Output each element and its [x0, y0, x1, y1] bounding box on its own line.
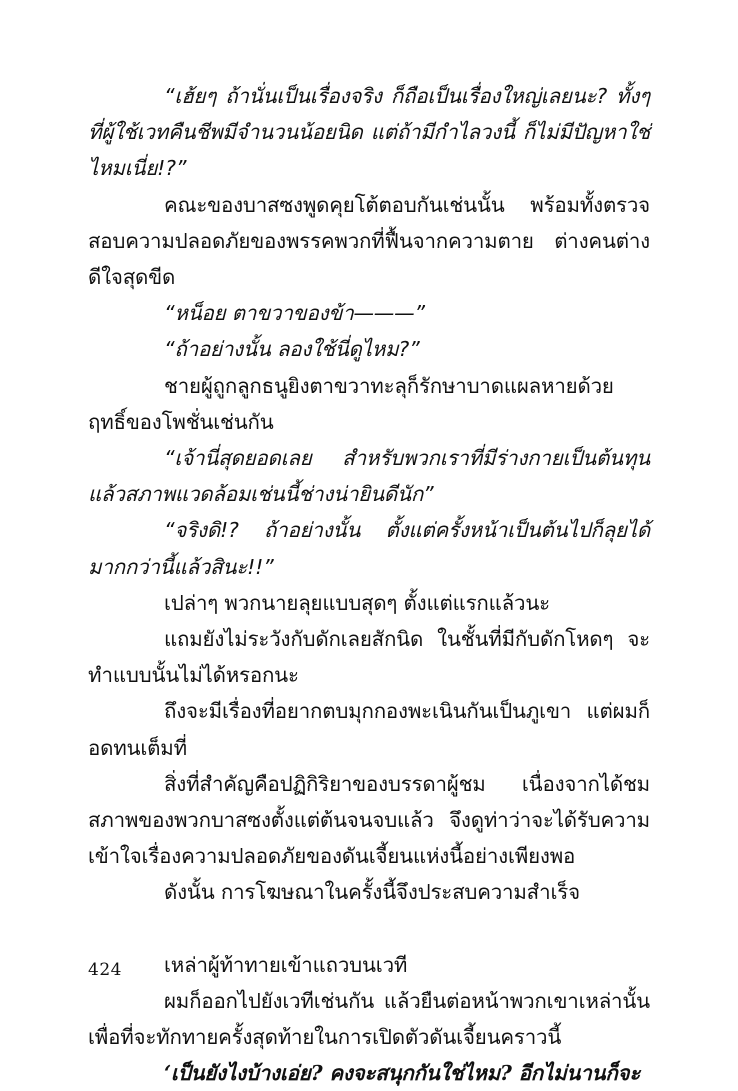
- dialogue-paragraph: “หน็อย ตาขวาของข้า———”: [164, 301, 425, 326]
- narration-paragraph: ชายผู้ถูกลูกธนูยิงตาขวาทะลุก็รักษาบาดแผลหายด้วยฤทธิ์ของโพชั่นเช่นกัน: [88, 373, 614, 434]
- page-number: 424: [88, 960, 122, 980]
- narration-paragraph: ดังนั้น การโฆษณาในครั้งนี้จึงประสบความสำเร็จ: [164, 880, 580, 905]
- narration-paragraph: ผมก็ออกไปยังเวทีเช่นกัน แล้วยืนต่อหน้าพวกเขาเหล่านั้น เพื่อที่จะทักทายครั้งสุดท้ายในการเปิดตัวดันเจี้ยนคราวนี้: [88, 988, 650, 1050]
- body-text: [88, 78, 650, 1091]
- narration-paragraph: ถึงจะมีเรื่องที่อยากตบมุกกองพะเนินกันเป็นภูเขา แต่ผมก็อดทนเต็มที่: [88, 699, 650, 760]
- section-break: [88, 911, 650, 947]
- dialogue-paragraph: “ถ้าอย่างนั้น ลองใช้นี่ดูไหม?”: [164, 337, 420, 362]
- dialogue-paragraph: “เฮ้ยๆ ถ้านั่นเป็นเรื่องจริง ก็ถือเป็นเรื่องใหญ่เลยนะ? ทั้งๆ ที่ผู้ใช้เวทคืนชีพมีจำนวนน้อยนิด แต่ถ้ามีกำไลวงนี้ ก็ไม่มีปัญหาใช่ไหมเนี่ย!?”: [88, 84, 650, 181]
- narration-paragraph: สิ่งที่สำคัญคือปฏิกิริยาของบรรดาผู้ชม เนื่องจากได้ชมสภาพของพวกบาสซงตั้งแต่ต้นจนจบแล้ว จึงดูท่าว่าจะได้รับความเข้าใจเรื่องความปลอดภัยของดันเจี้ยนแห่งนี้อย่างเพียงพอ: [88, 771, 650, 869]
- dialogue-paragraph: “จริงดิ!? ถ้าอย่างนั้น ตั้งแต่ครั้งหน้าเป็นต้นไปก็ลุยได้มากกว่านี้แล้วสินะ!!”: [88, 518, 650, 579]
- speech-paragraph: ‘เป็นยังไงบ้างเอ่ย? คงจะสนุกกันใช่ไหม? อีกไม่นานก็จะ: [164, 1061, 641, 1086]
- narration-paragraph: แถมยังไม่ระวังกับดักเลยสักนิด ในชั้นที่มีกับดักโหดๆ จะทำแบบนั้นไม่ได้หรอกนะ: [88, 627, 650, 688]
- narration-paragraph: คณะของบาสซงพูดคุยโต้ตอบกันเช่นนั้น พร้อมทั้งตรวจสอบความปลอดภัยของพรรคพวกที่ฟื้นจากความตาย ต่างคนต่างดีใจสุดขีด: [88, 192, 650, 290]
- narration-paragraph: เปล่าๆ พวกนายลุยแบบสุดๆ ตั้งแต่แรกแล้วนะ: [164, 590, 550, 615]
- dialogue-paragraph: “เจ้านี่สุดยอดเลย สำหรับพวกเราที่มีร่างกายเป็นต้นทุนแล้วสภาพแวดล้อมเช่นนี้ช่างน่ายินดีนัก”: [88, 446, 650, 507]
- narration-paragraph: เหล่าผู้ท้าทายเข้าแถวบนเวที: [164, 952, 408, 977]
